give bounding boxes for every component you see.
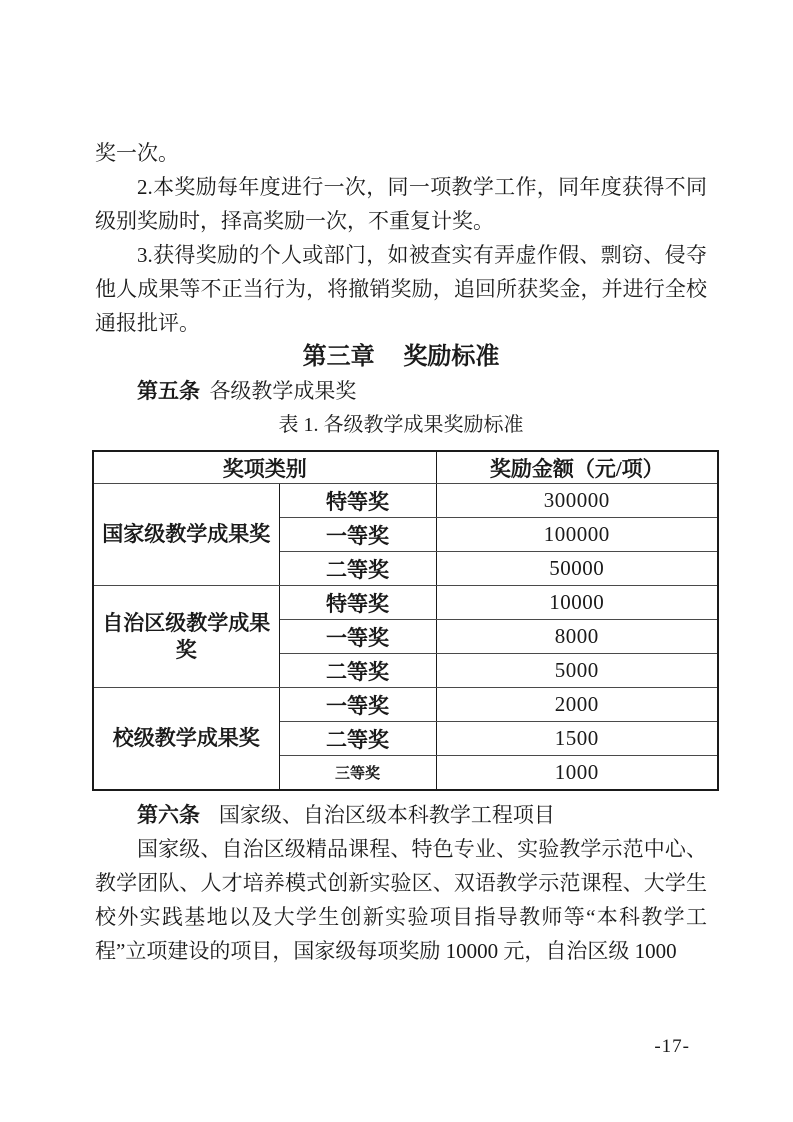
- amount-cell: 2000: [436, 688, 718, 722]
- grade-cell: 二等奖: [279, 722, 436, 756]
- chapter-heading: [95, 340, 707, 374]
- chapter-number: 第三章: [302, 344, 375, 370]
- article-5-label: 第五条: [137, 379, 200, 403]
- table-row: [93, 586, 718, 620]
- article-6-label: 第六条: [137, 803, 200, 827]
- amount-cell: 10000: [436, 586, 718, 620]
- paragraph-continuation: 奖一次。: [95, 141, 179, 165]
- table-row: [93, 688, 718, 722]
- grade-cell: 特等奖: [279, 586, 436, 620]
- paragraph-rule-2: 2.本奖励每年度进行一次，同一项教学工作，同年度获得不同级别奖励时，择高奖励一次，不重复计奖。: [95, 175, 707, 233]
- chapter-title: 奖励标准: [403, 344, 500, 370]
- article-6-title: 国家级、自治区级本科教学工程项目: [218, 803, 555, 827]
- category-school: 校级教学成果奖: [93, 688, 279, 791]
- header-category: 奖项类别: [93, 451, 436, 484]
- article-6-body: 国家级、自治区级精品课程、特色专业、实验教学示范中心、教学团队、人才培养模式创新实验区、双语教学示范课程、大学生校外实践基地以及大学生创新实验项目指导教师等“本科教学工程”立项建设的项目，国家级每项奖励 10000 元，自治区级 1000: [95, 837, 707, 963]
- amount-cell: 8000: [436, 620, 718, 654]
- table-header-row: [93, 451, 718, 484]
- table-caption: 表 1. 各级教学成果奖励标准: [278, 414, 524, 436]
- amount-cell: 100000: [436, 518, 718, 552]
- grade-cell: 二等奖: [279, 654, 436, 688]
- amount-cell: 300000: [436, 484, 718, 518]
- page-number: -17-: [654, 1036, 690, 1057]
- amount-cell: 1000: [436, 756, 718, 791]
- grade-cell: 二等奖: [279, 552, 436, 586]
- paragraph-rule-3: 3.获得奖励的个人或部门，如被查实有弄虚作假、剽窃、侵夺他人成果等不正当行为，将撤销奖励，追回所获奖金，并进行全校通报批评。: [95, 243, 707, 335]
- grade-cell: 一等奖: [279, 688, 436, 722]
- header-amount: 奖励金额（元/项）: [436, 451, 718, 484]
- amount-cell: 1500: [436, 722, 718, 756]
- amount-cell: 5000: [436, 654, 718, 688]
- award-standards-table: [92, 450, 719, 791]
- article-6-line: [95, 798, 707, 832]
- amount-cell: 50000: [436, 552, 718, 586]
- category-national: 国家级教学成果奖: [93, 484, 279, 586]
- grade-cell: 一等奖: [279, 620, 436, 654]
- grade-cell: 一等奖: [279, 518, 436, 552]
- grade-cell: 特等奖: [279, 484, 436, 518]
- grade-cell: 三等奖: [279, 756, 436, 791]
- category-autonomous-region: 自治区级教学成果奖: [93, 586, 279, 688]
- table-row: [93, 484, 718, 518]
- article-5-line: [95, 374, 707, 408]
- article-5-title: 各级教学成果奖: [209, 379, 357, 403]
